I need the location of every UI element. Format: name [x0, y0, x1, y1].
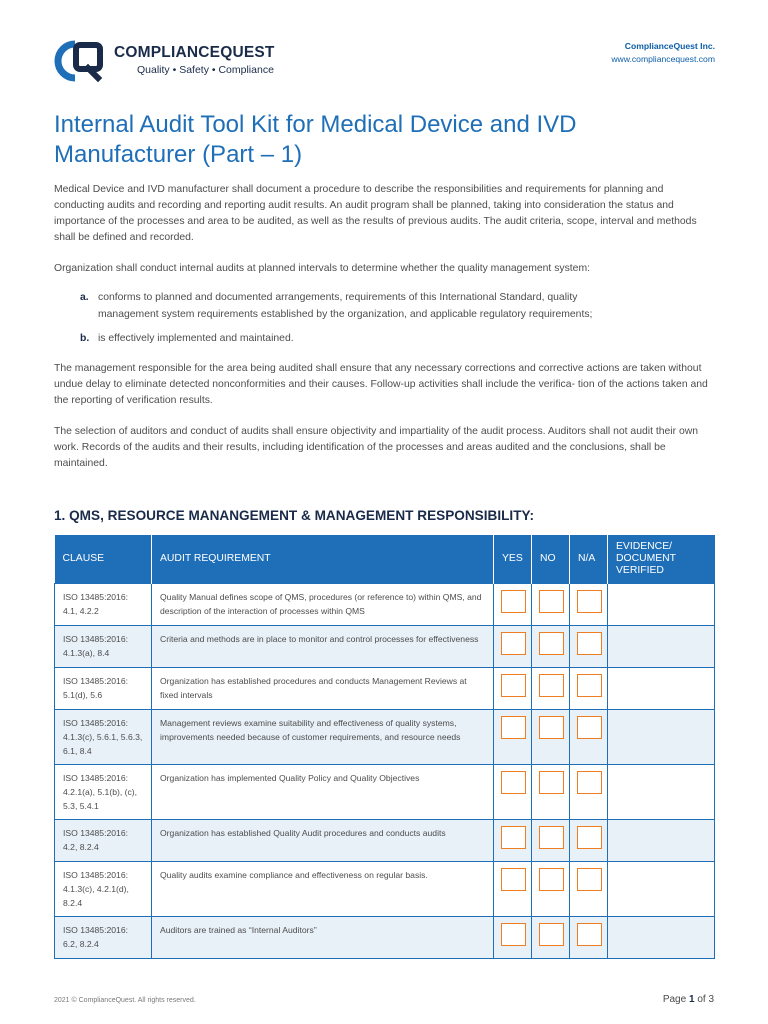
cell-no: [532, 583, 570, 625]
cell-clause: ISO 13485:2016: 4.2.1(a), 5.1(b), (c), 5.3, 5.4.1: [55, 764, 152, 819]
na-checkbox[interactable]: [577, 590, 602, 613]
cell-audit-requirement: Criteria and methods are in place to monitor and control processes for effectiveness: [152, 625, 494, 667]
cell-clause: ISO 13485:2016: 5.1(d), 5.6: [55, 667, 152, 709]
cell-evidence[interactable]: [608, 709, 715, 764]
page-label: Page: [662, 994, 687, 1005]
table-header-row: [55, 535, 715, 583]
list-item: [54, 290, 714, 322]
header-yes: YES: [494, 535, 532, 583]
cell-yes: [494, 709, 532, 764]
yes-checkbox[interactable]: [501, 923, 526, 946]
cell-audit-requirement: Quality Manual defines scope of QMS, procedures (or reference to) within QMS, and description of the interaction of processes within QMS: [152, 583, 494, 625]
table-row: [55, 764, 715, 819]
cell-yes: [494, 667, 532, 709]
table-row: [55, 583, 715, 625]
cell-clause: ISO 13485:2016: 4.1.3(c), 4.2.1(d), 8.2.4: [55, 861, 152, 916]
requirements-list: [54, 290, 714, 346]
cell-na: [570, 916, 608, 958]
compliancequest-logo: [54, 40, 314, 82]
audit-table: [54, 535, 715, 959]
cell-na: [570, 583, 608, 625]
cell-na: [570, 819, 608, 861]
intro-paragraph-4: The selection of auditors and conduct of audits shall ensure objectivity and impartiality of the audit process. Auditors shall not audit their own work. Records of the audits and their results, including identification of the processes and areas audited and the conclusions, shall be maintained.: [54, 426, 699, 470]
cell-no: [532, 667, 570, 709]
yes-checkbox[interactable]: [501, 868, 526, 891]
header-audit-requirement: AUDIT REQUIREMENT: [152, 535, 494, 583]
cell-evidence[interactable]: [608, 861, 715, 916]
cell-yes: [494, 625, 532, 667]
cell-no: [532, 764, 570, 819]
list-marker: b.: [80, 332, 90, 344]
cell-audit-requirement: Organization has established Quality Audit procedures and conducts audits: [152, 819, 494, 861]
document-title: Internal Audit Tool Kit for Medical Device and IVD Manufacturer (Part – 1): [54, 111, 577, 168]
table-row: [55, 861, 715, 916]
na-checkbox[interactable]: [577, 632, 602, 655]
na-checkbox[interactable]: [577, 826, 602, 849]
cell-clause: ISO 13485:2016: 4.2, 8.2.4: [55, 819, 152, 861]
cell-audit-requirement: Organization has implemented Quality Policy and Quality Objectives: [152, 764, 494, 819]
cell-no: [532, 819, 570, 861]
no-checkbox[interactable]: [539, 674, 564, 697]
no-checkbox[interactable]: [539, 716, 564, 739]
cell-yes: [494, 819, 532, 861]
yes-checkbox[interactable]: [501, 826, 526, 849]
page-sep: of: [697, 994, 706, 1005]
brand-tagline: Quality • Safety • Compliance: [137, 64, 274, 76]
copyright: 2021 © ComplianceQuest. All rights reserved.: [54, 997, 196, 1004]
header-na: N/A: [570, 535, 608, 583]
table-row: [55, 819, 715, 861]
no-checkbox[interactable]: [539, 923, 564, 946]
list-item: [54, 331, 714, 347]
page-current: 1: [688, 994, 695, 1005]
cell-audit-requirement: Quality audits examine compliance and effectiveness on regular basis.: [152, 861, 494, 916]
list-text: is effectively implemented and maintained.: [98, 332, 294, 344]
table-row: [55, 709, 715, 764]
cell-na: [570, 764, 608, 819]
intro-text: [54, 182, 714, 487]
cell-na: [570, 625, 608, 667]
no-checkbox[interactable]: [539, 771, 564, 794]
cell-no: [532, 625, 570, 667]
yes-checkbox[interactable]: [501, 632, 526, 655]
cq-logo-icon: [54, 40, 112, 82]
yes-checkbox[interactable]: [501, 716, 526, 739]
cell-yes: [494, 861, 532, 916]
intro-paragraph-3: The management responsible for the area being audited shall ensure that any necessary corrections and corrective actions are taken without undue delay to eliminate detected nonconformities and their causes. Follow-up activities shall include the verifica- tion of the actions taken and the reporting of verification results.: [54, 362, 708, 406]
na-checkbox[interactable]: [577, 923, 602, 946]
cell-evidence[interactable]: [608, 667, 715, 709]
na-checkbox[interactable]: [577, 674, 602, 697]
list-text: conforms to planned and documented arrangements, requirements of this International Standard, quality management system requirements established by the organization, and applicable regulatory requirements;: [98, 292, 593, 320]
cell-na: [570, 709, 608, 764]
brand-name: COMPLIANCEQUEST: [114, 44, 275, 61]
company-info: [611, 40, 715, 66]
no-checkbox[interactable]: [539, 632, 564, 655]
cell-evidence[interactable]: [608, 583, 715, 625]
list-marker: a.: [80, 292, 89, 304]
cell-evidence[interactable]: [608, 916, 715, 958]
no-checkbox[interactable]: [539, 868, 564, 891]
cell-evidence[interactable]: [608, 819, 715, 861]
cell-yes: [494, 764, 532, 819]
cell-yes: [494, 583, 532, 625]
table-row: [55, 916, 715, 958]
cell-evidence[interactable]: [608, 625, 715, 667]
cell-na: [570, 667, 608, 709]
cell-yes: [494, 916, 532, 958]
company-name: ComplianceQuest Inc.: [624, 41, 715, 51]
cell-na: [570, 861, 608, 916]
cell-clause: ISO 13485:2016: 6.2, 8.2.4: [55, 916, 152, 958]
na-checkbox[interactable]: [577, 868, 602, 891]
header-no: NO: [532, 535, 570, 583]
cell-no: [532, 709, 570, 764]
table-row: [55, 625, 715, 667]
na-checkbox[interactable]: [577, 716, 602, 739]
no-checkbox[interactable]: [539, 590, 564, 613]
cell-audit-requirement: Auditors are trained as “Internal Auditors”: [152, 916, 494, 958]
cell-no: [532, 861, 570, 916]
cell-audit-requirement: Management reviews examine suitability and effectiveness of quality systems, improvements needed because of customer requirements, and resource needs: [152, 709, 494, 764]
cell-no: [532, 916, 570, 958]
intro-paragraph-2: Organization shall conduct internal audits at planned intervals to determine whether the quality management system:: [54, 263, 590, 275]
header-evidence: EVIDENCE/ DOCUMENT VERIFIED: [608, 535, 715, 583]
cell-evidence[interactable]: [608, 764, 715, 819]
yes-checkbox[interactable]: [501, 771, 526, 794]
yes-checkbox[interactable]: [501, 674, 526, 697]
cell-clause: ISO 13485:2016: 4.1.3(c), 5.6.1, 5.6.3, 6.1, 8.4: [55, 709, 152, 764]
page-total: 3: [708, 994, 714, 1005]
yes-checkbox[interactable]: [501, 590, 526, 613]
company-url[interactable]: www.compliancequest.com: [611, 54, 715, 64]
intro-paragraph-1: Medical Device and IVD manufacturer shall document a procedure to describe the responsibilities and requirements for planning and conducting audits and recording and reporting audit results. An audit program shall be planned, taking into consideration the status and importance of the processes and area to be audited, as well as the results of previous audits. The audit criteria, scope, interval and methods shall be defined and recorded.: [54, 184, 697, 244]
cell-clause: ISO 13485:2016: 4.1.3(a), 8.4: [55, 625, 152, 667]
cell-clause: ISO 13485:2016: 4.1, 4.2.2: [55, 583, 152, 625]
na-checkbox[interactable]: [577, 771, 602, 794]
section-title: 1. QMS, RESOURCE MANANGEMENT & MANAGEMENT RESPONSIBILITY:: [54, 508, 535, 523]
header-clause: CLAUSE: [55, 535, 152, 583]
page-number: [663, 994, 714, 1005]
cell-audit-requirement: Organization has established procedures and conducts Management Reviews at fixed intervals: [152, 667, 494, 709]
table-row: [55, 667, 715, 709]
no-checkbox[interactable]: [539, 826, 564, 849]
